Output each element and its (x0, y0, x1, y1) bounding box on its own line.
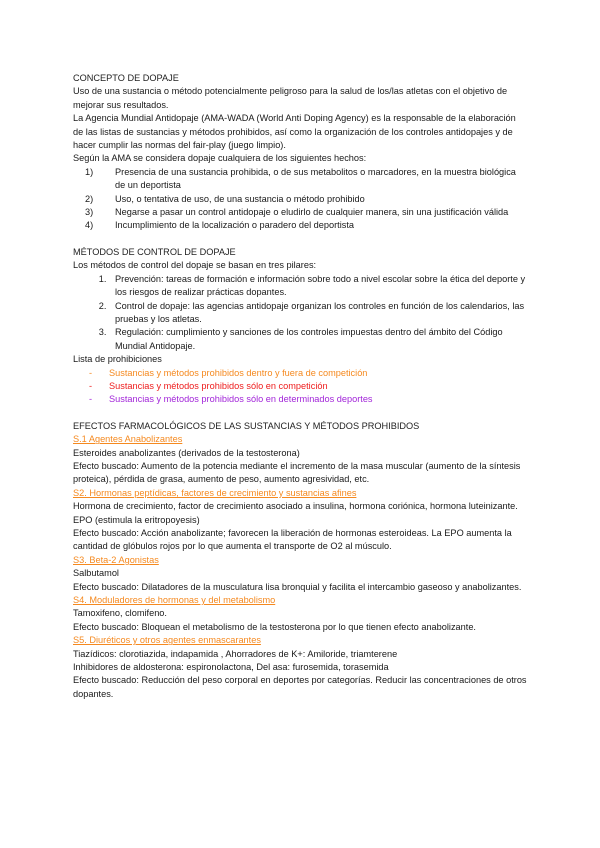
list-item: - Sustancias y métodos prohibidos sólo en determinados deportes (89, 393, 528, 406)
list-item: Uso, o tentativa de uso, de una sustancia o método prohibido (115, 193, 365, 204)
s5-line: Tiazídicos: clorotiazida, indapamida , Ahorradores de K+: Amiloride, triamterene (73, 648, 398, 659)
list-item: 3. Regulación: cumplimiento y sanciones de los controles impuestas dentro del ámbito del Código Mundial Antidopaje. (109, 326, 528, 353)
s2-line: Hormona de crecimiento, factor de crecimiento asociado a insulina, hormona coriónica, hormona luteinizante. (73, 501, 518, 512)
s5-line: Efecto buscado: Reducción del peso corporal en deportes por categorías. Reducir las concentraciones de otros dopantes. (73, 675, 527, 699)
concepto-paragraph-2: La Agencia Mundial Antidopaje (AMA-WADA (World Anti Doping Agency) es la responsable de la elaboración de las listas de sustancias y métodos prohibidos, así como la organización de los controles antidopajes y de hacer cumplir las normas del fair-play (juego limpio). (73, 113, 516, 151)
list-item: Negarse a pasar un control antidopaje o eludirlo de cualquier manera, sin una justificación válida (115, 207, 509, 218)
section-link-s1[interactable]: S.1 Agentes Anabolizantes (73, 434, 183, 445)
list-item: Incumplimiento de la localización o paradero del deportista (115, 220, 355, 231)
document-content (73, 72, 528, 701)
concepto-title: CONCEPTO DE DOPAJE (73, 73, 179, 83)
s3-line: Efecto buscado: Dilatadores de la musculatura lisa bronquial y facilita el intercambio gaseoso y anabolizantes. (73, 581, 522, 592)
concepto-paragraph-1: Uso de una sustancia o método potencialmente peligroso para la salud de los/las atletas con el objetivo de mejorar sus resultados. (73, 86, 508, 110)
concepto-list (73, 166, 528, 233)
s3-line: Salbutamol (73, 568, 119, 579)
s1-line: Efecto buscado: Aumento de la potencia mediante el incremento de la masa muscular (aumento de la síntesis proteica), pérdida de grasa, aumento de peso, aumento agresividad, etc. (73, 460, 521, 485)
list-item: - Sustancias y métodos prohibidos sólo en competición (89, 380, 528, 393)
concepto-paragraph-3: Según la AMA se considera dopaje cualquiera de los siguientes hechos: (73, 153, 367, 164)
section-link-s5[interactable]: S5. Diuréticos y otros agentes enmascarantes (73, 635, 261, 646)
metodos-title: MÉTODOS DE CONTROL DE DOPAJE (73, 246, 236, 257)
s1-line: Esteroides anabolizantes (derivados de la testosterona) (73, 447, 300, 458)
list-item: 1. Prevención: tareas de formación e información sobre todo a nivel escolar sobre la ética del deporte y los riesgos de realizar prácticas dopantes. (109, 273, 528, 300)
metodos-list (73, 273, 528, 353)
s2-line: Efecto buscado: Acción anabolizante; favorecen la liberación de hormonas esteroideas. La EPO aumenta la cantidad de glóbulos rojos por lo que aumenta el transporte de O2 al músculo. (73, 528, 512, 552)
s2-line: EPO (estimula la eritropoyesis) (73, 514, 200, 525)
lista-prohibiciones-title: Lista de prohibiciones (73, 354, 162, 365)
s4-line: Efecto buscado: Bloquean el metabolismo de la testosterona por lo que tienen efecto anabolizante. (73, 621, 476, 632)
list-item: Presencia de una sustancia prohibida, o de sus metabolitos o marcadores, en la muestra biológica de un deportista (115, 166, 516, 191)
list-item: 2. Control de dopaje: las agencias antidopaje organizan los controles en función de los calendarios, las pruebas y los atletas. (109, 300, 528, 327)
metodos-intro: Los métodos de control del dopaje se basan en tres pilares: (73, 260, 317, 271)
lista-prohibiciones (73, 367, 528, 407)
s5-line: Inhibidores de aldosterona: espironolactona, Del asa: furosemida, torasemida (73, 662, 389, 673)
s4-line: Tamoxifeno, clomifeno. (73, 608, 167, 619)
efectos-title: EFECTOS FARMACOLÓGICOS DE LAS SUSTANCIAS Y MÉTODOS PROHIBIDOS (73, 420, 420, 431)
list-item: - Sustancias y métodos prohibidos dentro y fuera de competición (89, 367, 528, 380)
section-link-s3[interactable]: S3. Beta-2 Agonistas (73, 554, 159, 565)
section-link-s2[interactable]: S2. Hormonas peptídicas, factores de crecimiento y sustancias afines (73, 487, 357, 498)
section-link-s4[interactable]: S4. Moduladores de hormonas y del metabolismo (73, 595, 276, 606)
